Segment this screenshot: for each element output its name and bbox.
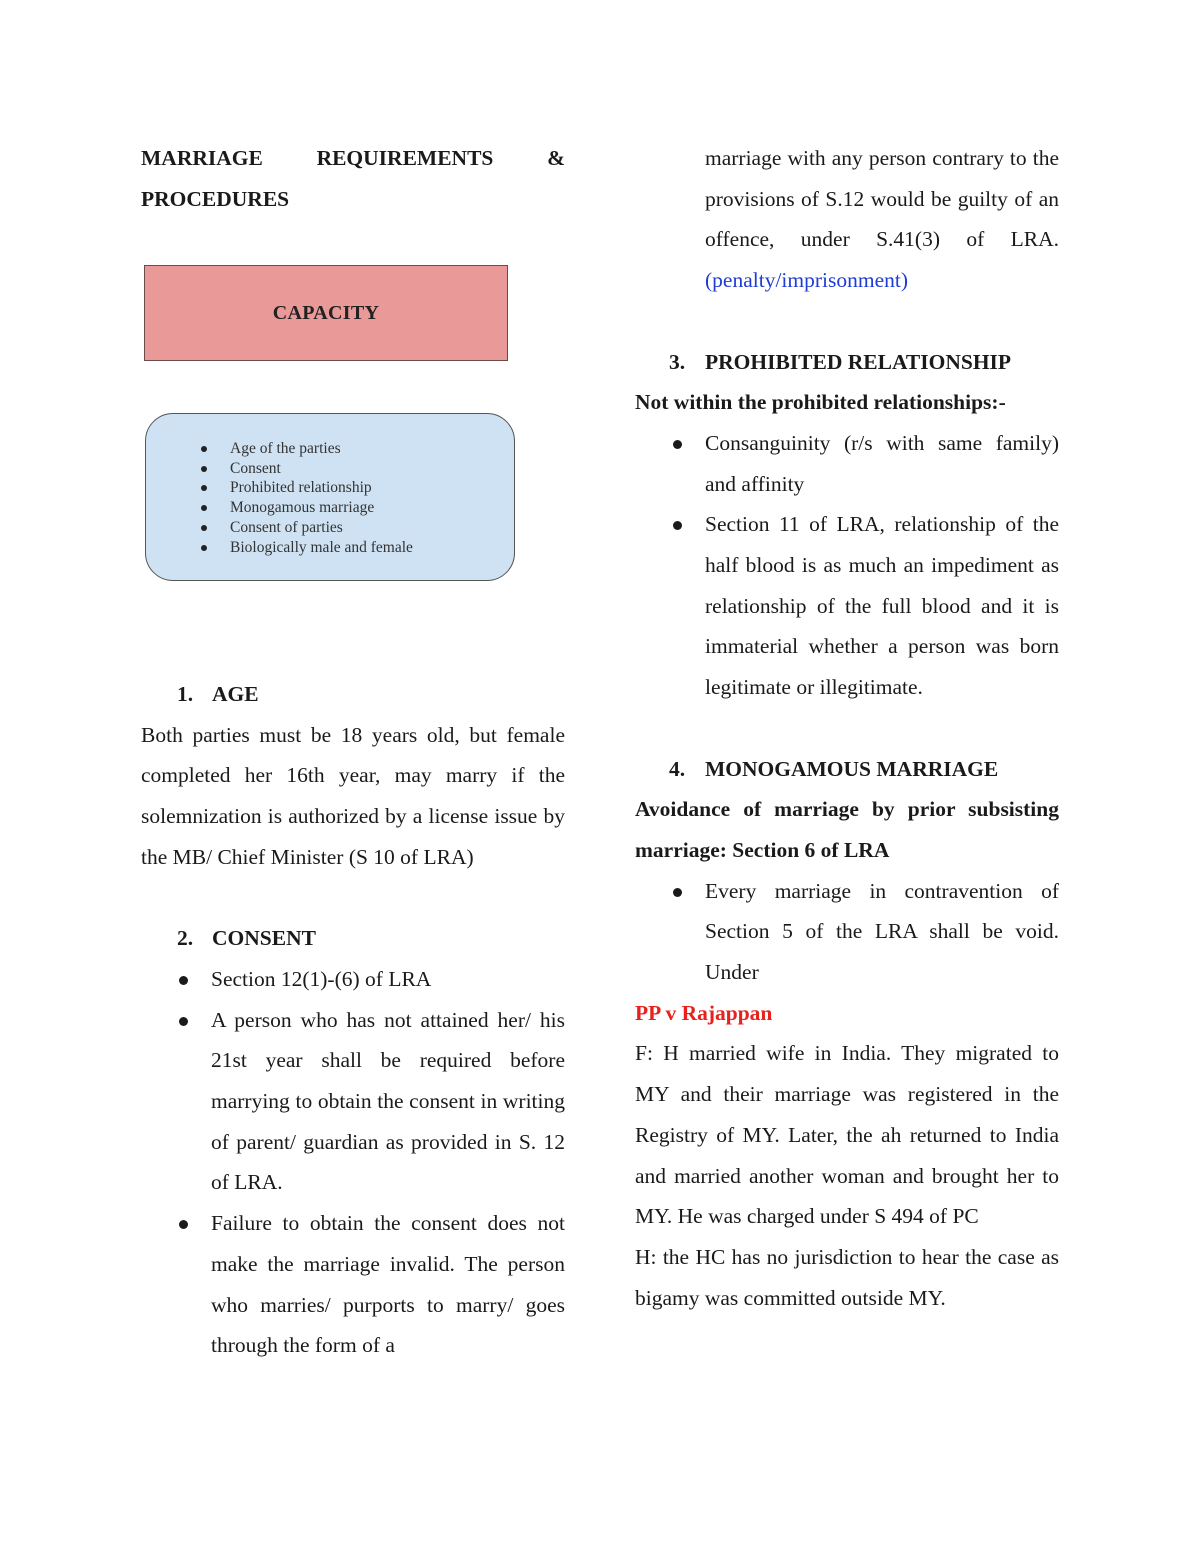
bullet-icon [201,545,207,551]
penalty-note: (penalty/imprisonment) [705,268,909,293]
case-name: PP v Rajappan [635,1000,773,1025]
capacity-box [144,265,508,361]
section-number: 4. [669,756,686,781]
right-column [635,138,1059,1318]
bullet-icon [673,888,682,897]
capacity-criteria-list [230,439,413,557]
document-title [141,138,565,179]
section-heading-monogamous: 4. MONOGAMOUS MARRIAGE [635,749,1059,790]
bullet-icon [179,1220,188,1229]
bullet-icon [673,440,682,449]
criteria-item: Age of the parties [230,439,413,459]
list-item: Consanguinity (r/s with same family) and affinity [635,423,1059,504]
list-item: A person who has not attained her/ his 21st year shall be required before marrying to obtain the consent in writing of parent/ guardian as provided in S. 12 of LRA. [141,1000,565,1204]
criteria-item: Prohibited relationship [230,478,413,498]
list-item: Every marriage in contravention of Section 5 of the LRA shall be void. Under [635,871,1059,993]
capacity-label: CAPACITY [272,301,380,324]
section-heading-age: 1. AGE [141,674,565,715]
list-item-continued: marriage with any person contrary to the provisions of S.12 would be guilty of an offence, under S.41(3) of LRA. (penalty/imprisonment) [705,146,1059,293]
criteria-item: Consent [230,459,413,479]
title-word: MARRIAGE [141,146,263,170]
monogamous-subheading: Avoidance of marriage by prior subsisting marriage: Section 6 of LRA [635,797,1059,862]
bullet-icon [179,1017,188,1026]
list-item: Section 11 of LRA, relationship of the half blood is as much an impediment as relationship of the full blood and it is immaterial whether a person was born legitimate or illegitimate. [635,504,1059,708]
bullet-icon [201,446,207,452]
bullet-icon [201,485,207,491]
bullet-icon [201,505,207,511]
prohibited-bullets [635,423,1059,708]
consent-bullets [141,959,565,1365]
title-word: & [547,146,566,170]
section-number: 2. [177,926,194,951]
criteria-item: Biologically male and female [230,538,413,558]
age-body: Both parties must be 18 years old, but female completed her 16th year, may marry if the solemnization is authorized by a license issue by the MB/ Chief Minister (S 10 of LRA) [141,722,565,869]
criteria-item: Consent of parties [230,518,413,538]
left-column [141,138,565,219]
bullet-icon [201,466,207,472]
bullet-icon [201,525,207,531]
list-item: Section 12(1)-(6) of LRA [141,959,565,1000]
section-number: 3. [669,349,686,374]
monogamous-bullets [635,871,1059,993]
document-title-line2: PROCEDURES [141,186,290,211]
left-column-sections [141,674,565,1365]
case-facts: F: H married wife in India. They migrated to MY and their marriage was registered in the Registry of MY. Later, the ah returned to India and married another woman and brought her to MY. He was charged under S 494 of PC [635,1041,1059,1229]
bullet-icon [179,976,188,985]
prohibited-subheading: Not within the prohibited relationships:- [635,390,1006,415]
section-heading-consent: 2. CONSENT [141,918,565,959]
list-item: Failure to obtain the consent does not make the marriage invalid. The person who marries/ purports to marry/ goes through the form of a [141,1203,565,1365]
bullet-icon [673,521,682,530]
section-number: 1. [177,682,194,706]
title-word: REQUIREMENTS [316,146,494,170]
consent-bullets-continued [635,138,1059,301]
criteria-item: Monogamous marriage [230,498,413,518]
capacity-criteria-box [145,413,515,581]
section-heading-prohibited: 3. PROHIBITED RELATIONSHIP [635,342,1059,383]
case-held: H: the HC has no jurisdiction to hear the case as bigamy was committed outside MY. [635,1244,1059,1310]
